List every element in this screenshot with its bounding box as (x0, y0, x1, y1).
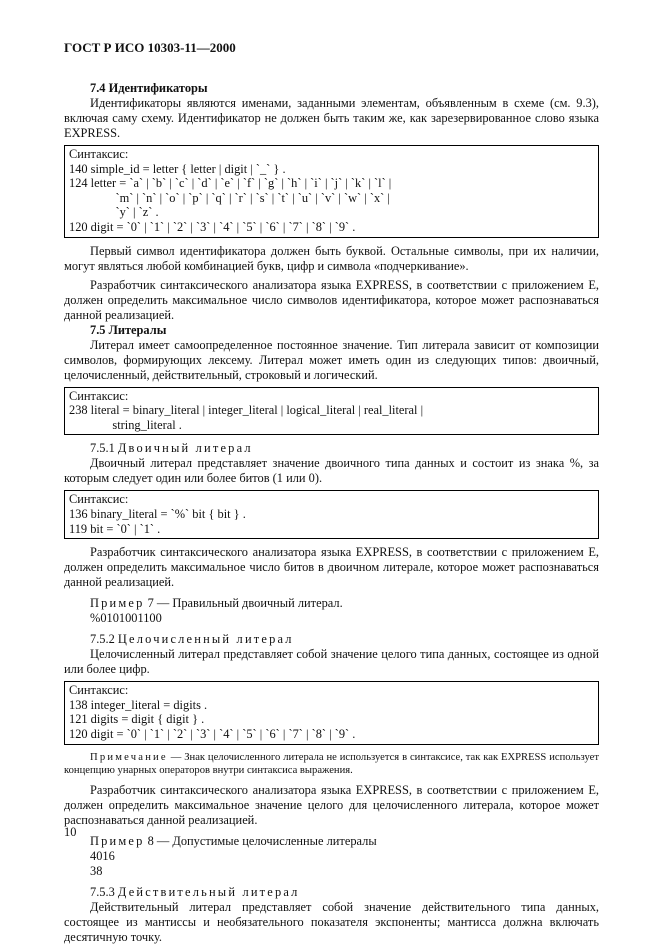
section-7-4-paragraph-2: Первый символ идентификатора должен быть буквой. Остальные символы, при их наличии, могут являться любой комбинацией букв, цифр и символа «подчеркивание». (64, 243, 599, 273)
note-label: Примечание (90, 751, 168, 763)
syntax-line: 124 letter = `a` | `b` | `c` | `d` | `e` | `f` | `g` | `h` | `i` | `j` | `k` | `l` | (69, 176, 392, 191)
section-7-5-3-title: Действительный литерал (117, 884, 300, 899)
page (64, 40, 599, 945)
section-7-5-2-paragraph-2: Разработчик синтаксического анализатора языка EXPRESS, в соответствии с приложением E, должен определить максимальное значение целого для целочисленного литерала, которое может распознаваться данной реализацией. (64, 782, 599, 827)
syntax-line: 120 digit = `0` | `1` | `2` | `3` | `4` | `5` | `6` | `7` | `8` | `9` . (69, 726, 356, 741)
example-8-value: 4016 (90, 848, 115, 863)
section-7-4-paragraph-1: Идентификаторы являются именами, заданными элементам, объявленным в схеме (см. 9.3), включая саму схему. Идентификатор не должен быть таким же, как зарезервированное слово языка EXPRESS. (64, 96, 599, 140)
syntax-line: `y` | `z` . (69, 205, 159, 220)
section-7-5-1-paragraph-2: Разработчик синтаксического анализатора языка EXPRESS, в соответствии с приложением E, должен определить максимальное число битов в двоичном литерале, которое может распознаваться данной реализацией. (64, 545, 599, 590)
section-number: 7.5.2 (90, 632, 115, 647)
syntax-line: 140 simple_id = letter { letter | digit | `_` } . (69, 161, 286, 176)
example-text: 8 — Допустимые целочисленные литералы (147, 833, 377, 848)
section-7-4-paragraph-3: Разработчик синтаксического анализатора языка EXPRESS, в соответствии с приложением E, должен определить максимальное число символов идентификатора, которое может распознаваться данной реализацией. (64, 277, 599, 322)
syntax-line: `m` | `n` | `o` | `p` | `q` | `r` | `s` | `t` | `u` | `v` | `w` | `x` | (69, 190, 390, 205)
section-7-5-1-heading (64, 441, 599, 456)
example-text: 7 — Правильный двоичный литерал. (147, 596, 343, 611)
section-7-5-1-title: Двоичный литерал (117, 441, 253, 456)
section-7-5-2-title: Целочисленный литерал (117, 632, 294, 647)
syntax-line: Синтаксис: (69, 683, 129, 698)
syntax-line: Синтаксис: (69, 388, 129, 403)
example-7-value: %0101001100 (90, 611, 162, 626)
section-7-5-1-paragraph-1: Двоичный литерал представляет значение двоичного типа данных и состоит из знака %, за которым следует один или более битов (1 или 0). (64, 456, 599, 486)
example-label: Пример (90, 833, 145, 848)
example-7 (64, 596, 599, 611)
section-7-4-title: 7.4 Идентификаторы (90, 81, 208, 95)
section-number: 7.5.1 (90, 441, 115, 456)
example-label: Пример (90, 596, 145, 611)
example-8-value: 38 (90, 863, 103, 878)
note-text: — Знак целочисленного литерала не используется в синтаксисе, так как EXPRESS использует концепцию унарных операторов внутри синтаксиса выражения. (64, 751, 599, 776)
syntax-line: 136 binary_literal = `%` bit { bit } . (69, 506, 246, 521)
section-7-5-title: 7.5 Литералы (90, 322, 167, 337)
page-number: 10 (64, 825, 77, 839)
syntax-line: Синтаксис: (69, 147, 129, 161)
section-7-5-paragraph-1: Литерал имеет самоопределенное постоянное значение. Тип литерала зависит от композиции символов, формирующих лексему. Литерал может иметь один из следующих типов: двоичный, целочисленный, действительный, строковый и логический. (64, 337, 599, 382)
syntax-line: 119 bit = `0` | `1` . (69, 521, 161, 536)
example-8 (64, 834, 599, 849)
syntax-line: 238 literal = binary_literal | integer_literal | logical_literal | real_literal | (69, 403, 424, 418)
syntax-line: 120 digit = `0` | `1` | `2` | `3` | `4` | `5` | `6` | `7` | `8` | `9` . (69, 219, 356, 234)
syntax-line: Синтаксис: (69, 492, 129, 507)
syntax-line: 138 integer_literal = digits . (69, 697, 208, 712)
section-7-5-3-heading (64, 885, 599, 900)
syntax-line: 121 digits = digit { digit } . (69, 712, 205, 727)
syntax-box-literal (64, 387, 599, 436)
section-7-5-2-paragraph-1: Целочисленный литерал представляет собой значение целого типа данных, состоящее из одной или более цифр. (64, 647, 599, 677)
section-number: 7.5.3 (90, 884, 115, 899)
section-7-5-3-paragraph-1: Действительный литерал представляет собой значение действительного типа данных, состоящее из мантиссы и необязательного показателя экспоненты; мантисса должна включать десятичную точку. (64, 899, 599, 944)
section-7-5-2-heading (64, 632, 599, 647)
syntax-box-integer-literal (64, 681, 599, 744)
syntax-box-identifiers (64, 145, 599, 238)
document-header: ГОСТ Р ИСО 10303-11—2000 (64, 40, 236, 55)
syntax-box-binary-literal (64, 490, 599, 539)
note (64, 751, 599, 777)
syntax-line: string_literal . (69, 417, 182, 432)
